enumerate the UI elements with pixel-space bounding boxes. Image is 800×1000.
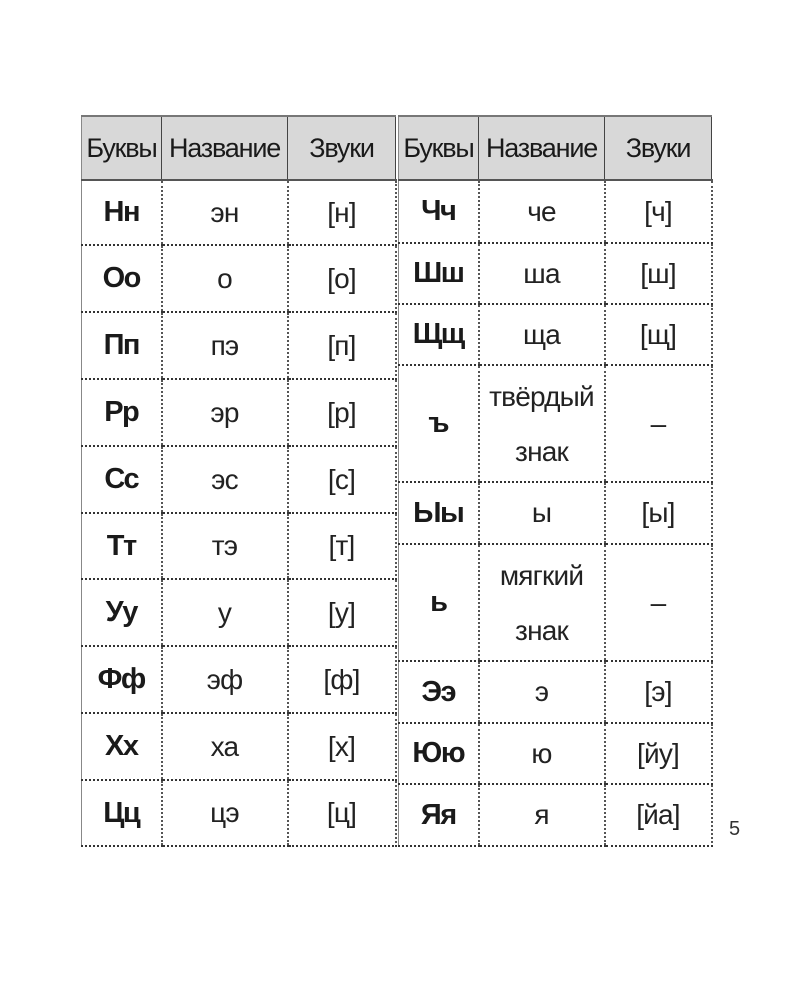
name-line: мягкий <box>499 559 584 591</box>
letter-cell: Щщ <box>399 304 479 365</box>
letter-cell: Фф <box>82 646 162 713</box>
header-letters: Буквы <box>399 116 479 180</box>
table-row <box>82 579 396 646</box>
name-cell: пэ <box>162 312 288 379</box>
sound-cell: [т] <box>288 513 396 579</box>
sound-cell: [о] <box>288 245 396 312</box>
name-cell: э <box>479 661 605 723</box>
table-row <box>82 379 396 446</box>
letter-cell: Цц <box>82 780 162 846</box>
name-cell: ша <box>479 243 605 304</box>
name-line: твёрдый <box>489 380 594 412</box>
letter-cell: Рр <box>82 379 162 446</box>
letter-cell: Пп <box>82 312 162 379</box>
table-row <box>399 180 712 243</box>
name-cell <box>479 544 605 661</box>
letter-cell: Сс <box>82 446 162 513</box>
header-name: Название <box>479 116 605 180</box>
sound-cell: [йа] <box>605 784 712 846</box>
name-cell: ща <box>479 304 605 365</box>
table-row <box>399 544 712 661</box>
alphabet-table-left <box>81 115 397 847</box>
page-number: 5 <box>729 818 741 840</box>
table-row <box>82 312 396 379</box>
letter-cell: Ээ <box>399 661 479 723</box>
sound-cell: [ш] <box>605 243 712 304</box>
alphabet-table-right <box>398 115 713 847</box>
sound-cell: [ц] <box>288 780 396 846</box>
name-line: знак <box>515 614 568 646</box>
header-letters: Буквы <box>82 116 162 180</box>
table-row <box>399 482 712 544</box>
name-cell: ха <box>162 713 288 780</box>
sound-cell: [ф] <box>288 646 396 713</box>
sound-cell: [э] <box>605 661 712 723</box>
sound-cell: [р] <box>288 379 396 446</box>
table-row <box>399 243 712 304</box>
letter-cell: Уу <box>82 579 162 646</box>
sound-cell: [с] <box>288 446 396 513</box>
name-cell: эн <box>162 180 288 245</box>
letter-cell: ъ <box>399 365 479 482</box>
letter-cell: Оо <box>82 245 162 312</box>
name-cell: эф <box>162 646 288 713</box>
table-row <box>82 245 396 312</box>
table-row <box>82 446 396 513</box>
name-cell: че <box>479 180 605 243</box>
name-cell <box>479 365 605 482</box>
name-cell: тэ <box>162 513 288 579</box>
name-cell: эр <box>162 379 288 446</box>
name-cell: у <box>162 579 288 646</box>
table-row <box>82 513 396 579</box>
header-sounds: Звуки <box>288 116 396 180</box>
table-row <box>399 723 712 784</box>
table-row <box>82 646 396 713</box>
sound-cell: [н] <box>288 180 396 245</box>
name-cell: ы <box>479 482 605 544</box>
table-row <box>399 784 712 846</box>
table-row <box>82 180 396 245</box>
letter-cell: ь <box>399 544 479 661</box>
sound-cell: [ы] <box>605 482 712 544</box>
table-row <box>399 661 712 723</box>
letter-cell: Ыы <box>399 482 479 544</box>
letter-cell: Яя <box>399 784 479 846</box>
table-row <box>82 713 396 780</box>
letter-cell: Шш <box>399 243 479 304</box>
table-row <box>399 304 712 365</box>
sound-cell: – <box>605 365 712 482</box>
name-cell: цэ <box>162 780 288 846</box>
letter-cell: Чч <box>399 180 479 243</box>
letter-cell: Нн <box>82 180 162 245</box>
name-cell: я <box>479 784 605 846</box>
letter-cell: Тт <box>82 513 162 579</box>
sound-cell: [щ] <box>605 304 712 365</box>
sound-cell: – <box>605 544 712 661</box>
table-row <box>399 365 712 482</box>
header-row <box>399 116 712 180</box>
sound-cell: [у] <box>288 579 396 646</box>
sound-cell: [п] <box>288 312 396 379</box>
sound-cell: [ч] <box>605 180 712 243</box>
header-sounds: Звуки <box>605 116 712 180</box>
name-cell: ю <box>479 723 605 784</box>
letter-cell: Хх <box>82 713 162 780</box>
name-line: знак <box>515 435 568 467</box>
table-row <box>82 780 396 846</box>
name-cell: эс <box>162 446 288 513</box>
letter-cell: Юю <box>399 723 479 784</box>
sound-cell: [х] <box>288 713 396 780</box>
sound-cell: [йу] <box>605 723 712 784</box>
header-name: Название <box>162 116 288 180</box>
name-cell: о <box>162 245 288 312</box>
header-row <box>82 116 396 180</box>
